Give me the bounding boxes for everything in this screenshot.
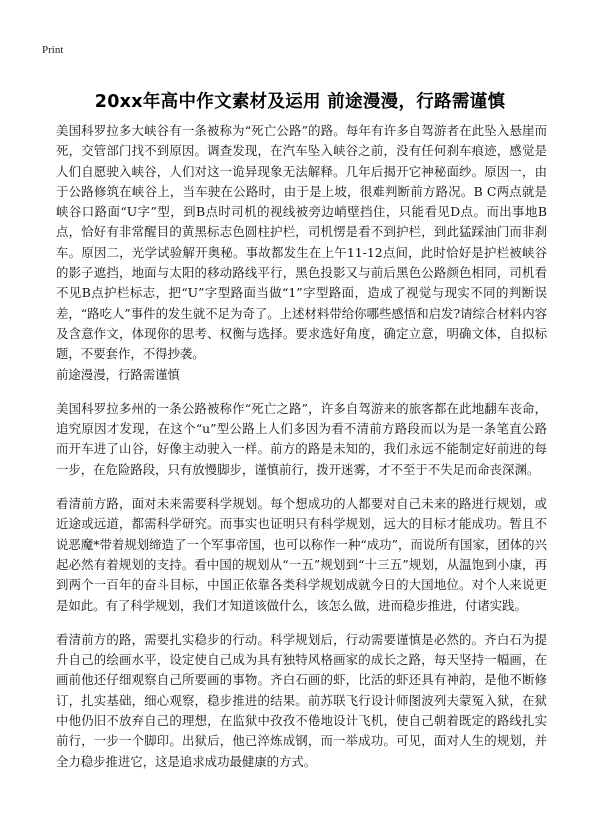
intro-paragraph: 美国科罗拉多大峡谷有一条被称为“死亡公路”的路。每年有许多自驾游者在此坠入悬崖而死，交管部门找不到原因。调查发现，在汽车坠入峡谷之前，没有任何刹车痕迹，感觉是人们自愿驶入峡谷，人们对这一诡异现象无法解释。几年后揭开它神秘面纱。原因一，由于公路修筑在峡谷上，当车驶在公路时，由于是上坡，很难判断前方路况。B C两点就是峡谷口路面“U字”型，到B点时司机的视线被旁边峭壁挡住，只能看见D点。而出事地B点，恰好有非常醒目的黄黑标志色圆柱护栏，司机愣是看不到护栏，到此猛踩油门而非刹车。原因二，光学试验解开奥秘。事故都发生在上午11-12点间，此时恰好是护栏被峡谷的影子遮挡，地面与太阳的移动路线平行，黑色投影又与前后黑色公路颜色相同，司机看不见B点护栏标志，把“U”字型路面当做“1”字型路面，造成了视觉与现实不同的判断误差，“路吃人”事件的发生就不足为奇了。上述材料带给你哪些感悟和启发?请综合材料内容及含意作文，体现你的思考、权衡与选择。要求选好角度，确定立意，明确文体，自拟标题，不要套作，不得抄袭。 [56,123,547,362]
body-paragraph-2: 看清前方路，面对未来需要科学规划。每个想成功的人都要对自己未来的路进行规划，或近途或远道，都需科学研究。而事实也证明只有科学规划，远大的目标才能成功。暂且不说恶魔*带着规划缔造了一个军事帝国，也可以称作一种“成功”，而说所有国家，团体的兴起必然有着规划的支持。看中国的规划从“一五”规划到“十三五”规划，从温饱到小康，再到两个一百年的奋斗目标，中国正依靠各类科学规划成就今日的大国地位。对个人来说更是如此。有了科学规划，我们才知道该做什么，该怎么做，进而稳步推进，付诸实践。 [56,496,547,613]
print-link[interactable]: Print [42,44,64,56]
article-body [56,121,547,772]
body-paragraph-1: 美国科罗拉多州的一条公路被称作“死亡之路”，许多自驾游来的旅客都在此地翻车丧命，追究原因才发现，在这个“u”型公路上人们多因为看不清前方路段而以为是一条笔直公路而开车进了山谷，好像主动驶入一样。前方的路是未知的，我们永远不能制定好前进的每一步，在危险路段，只有放慢脚步，谨慎前行，拨开迷雾，才不至于不失足而命丧深渊。 [56,400,547,477]
body-paragraph-3: 看清前方的路，需要扎实稳步的行动。科学规划后，行动需要谨慎是必然的。齐白石为提升自己的绘画水平，设定使自己成为具有独特风格画家的成长之路，每天坚持一幅画，在画前他还仔细观察自己所要画的事物。齐白石画的虾，比活的虾还具有神韵，是他不断修订，扎实基础，细心观察，稳步推进的结果。前苏联飞行设计师图波列夫蒙冤入狱，在狱中他仍旧不放弃自己的理想，在监狱中孜孜不倦地设计飞机，使自己朝着既定的路线扎实前行，一步一个脚印。出狱后，他已淬炼成钢，而一举成功。可见，面对人生的规划，并全力稳步推进它，这是追求成功最健康的方式。 [56,631,547,769]
document-title: 20xx年高中作文素材及运用 前途漫漫，行路需谨慎 [94,92,506,112]
essay-subheading: 前途漫漫，行路需谨慎 [56,366,180,382]
